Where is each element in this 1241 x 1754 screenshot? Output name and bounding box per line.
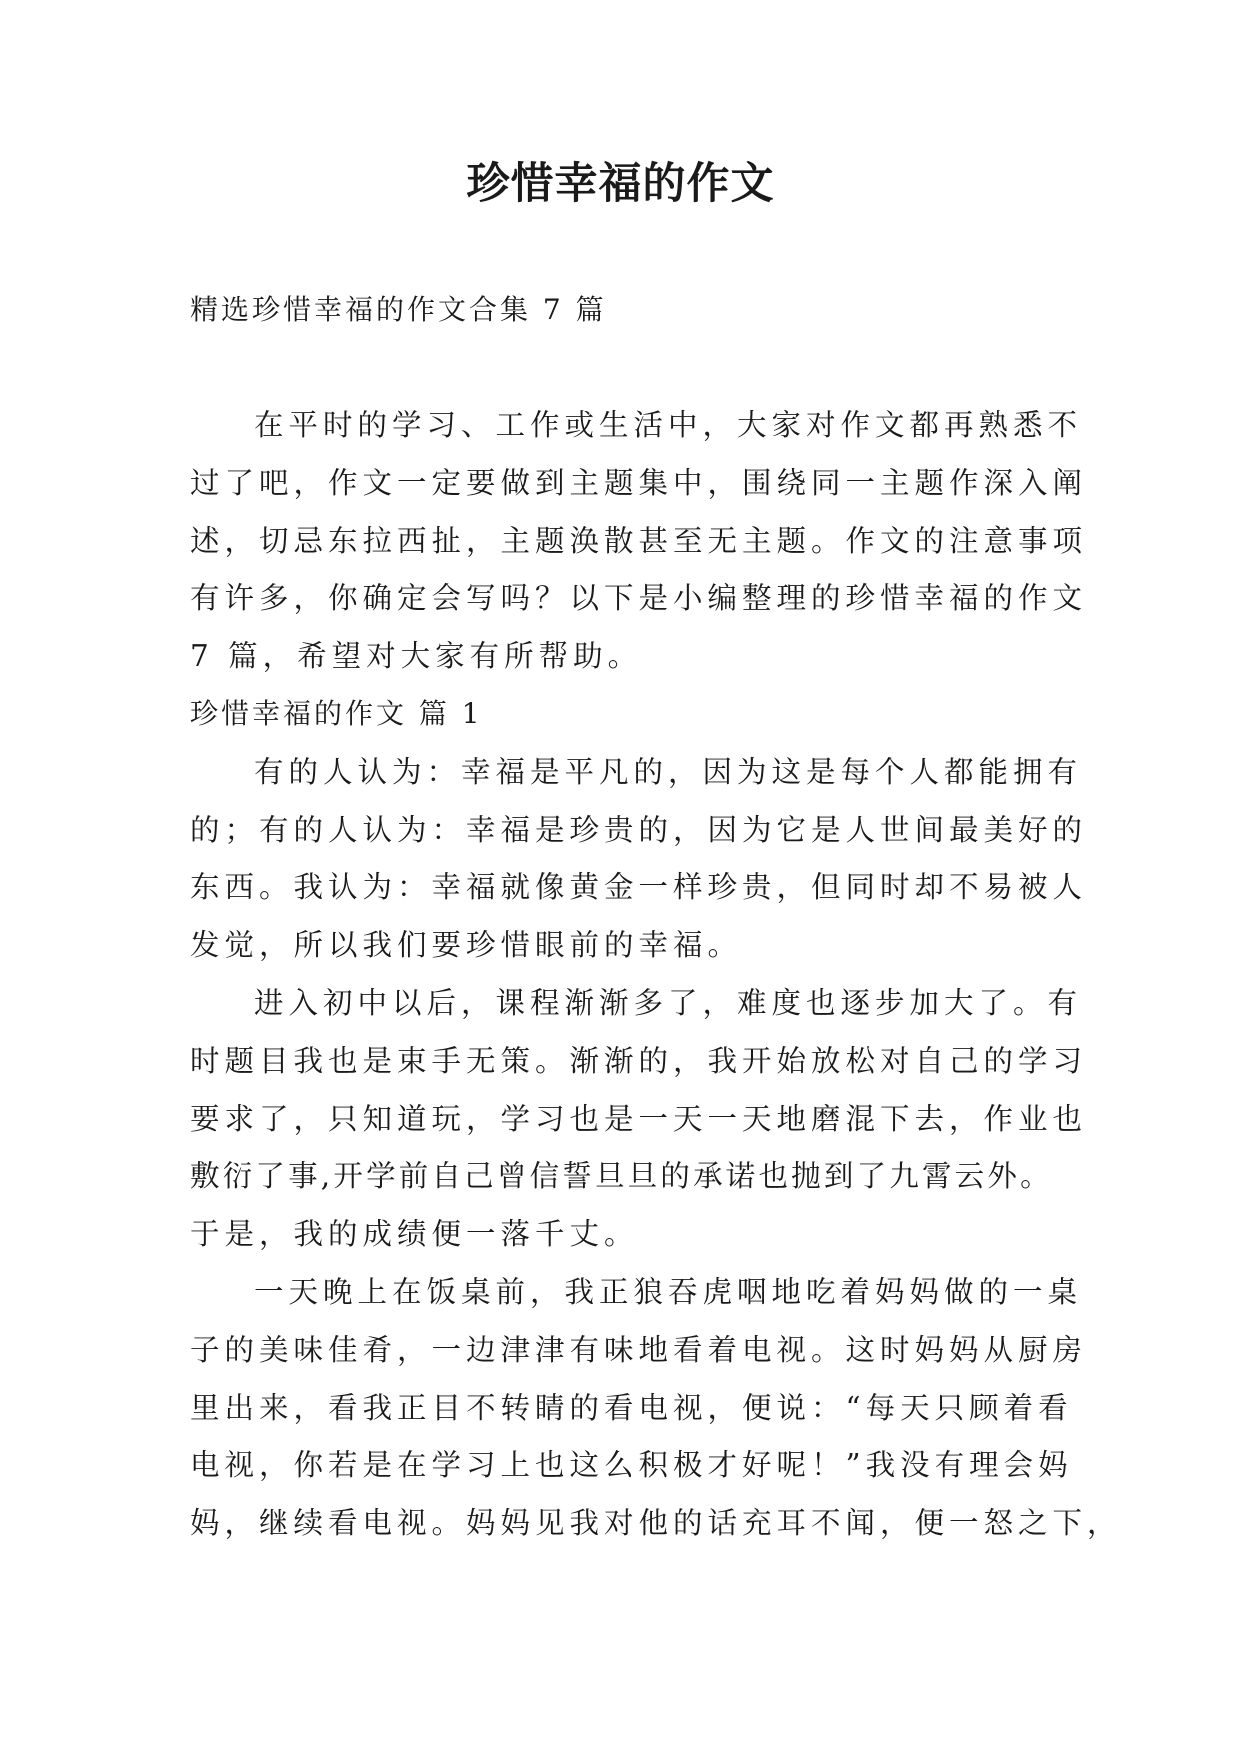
- paragraph-line: 敷衍了事,开学前自己曾信誓旦旦的承诺也抛到了九霄云外。: [190, 1159, 1053, 1193]
- document-subtitle: 精选珍惜幸福的作文合集 7 篇: [190, 293, 607, 326]
- paragraph-line: 于是，我的成绩便一落千丈。: [190, 1217, 639, 1251]
- paragraph-line: 一天晚上在饭桌前，我正狼吞虎咽地吃着妈妈做的一桌: [254, 1275, 1083, 1309]
- paragraph-line: 子的美味佳肴，一边津津有味地看着电视。这时妈妈从厨房: [190, 1333, 1088, 1367]
- paragraph-line: 时题目我也是束手无策。渐渐的，我开始放松对自己的学习: [190, 1044, 1088, 1078]
- paragraph-line: 电视，你若是在学习上也这么积极才好呢！”我没有理会妈: [190, 1448, 1073, 1482]
- paragraph-line: 进入初中以后，课程渐渐多了，难度也逐步加大了。有: [254, 986, 1083, 1020]
- paragraph-line: 的；有的人认为：幸福是珍贵的，因为它是人世间最美好的: [190, 813, 1088, 847]
- section-heading: 珍惜幸福的作文 篇 1: [190, 697, 483, 730]
- paragraph-line: 要求了，只知道玩，学习也是一天一天地磨混下去，作业也: [190, 1102, 1088, 1136]
- paragraph-line: 里出来，看我正目不转睛的看电视，便说：“每天只顾着看: [190, 1391, 1073, 1425]
- paragraph-line: 在平时的学习、工作或生活中，大家对作文都再熟悉不: [254, 408, 1083, 442]
- paragraph-line: 有许多，你确定会写吗？以下是小编整理的珍惜幸福的作文: [190, 581, 1088, 615]
- paragraph-line: 述，切忌东拉西扯，主题涣散甚至无主题。作文的注意事项: [190, 524, 1088, 558]
- paragraph-line: 妈，继续看电视。妈妈见我对他的话充耳不闻，便一怒之下，: [190, 1506, 1122, 1540]
- document-title: 珍惜幸福的作文: [466, 159, 775, 209]
- paragraph-line: 过了吧，作文一定要做到主题集中，围绕同一主题作深入阐: [190, 466, 1088, 500]
- paragraph-line: 7 篇，希望对大家有所帮助。: [190, 639, 643, 673]
- paragraph-line: 东西。我认为：幸福就像黄金一样珍贵，但同时却不易被人: [190, 870, 1088, 904]
- paragraph-line: 有的人认为：幸福是平凡的，因为这是每个人都能拥有: [254, 755, 1083, 789]
- paragraph-line: 发觉，所以我们要珍惜眼前的幸福。: [190, 928, 743, 962]
